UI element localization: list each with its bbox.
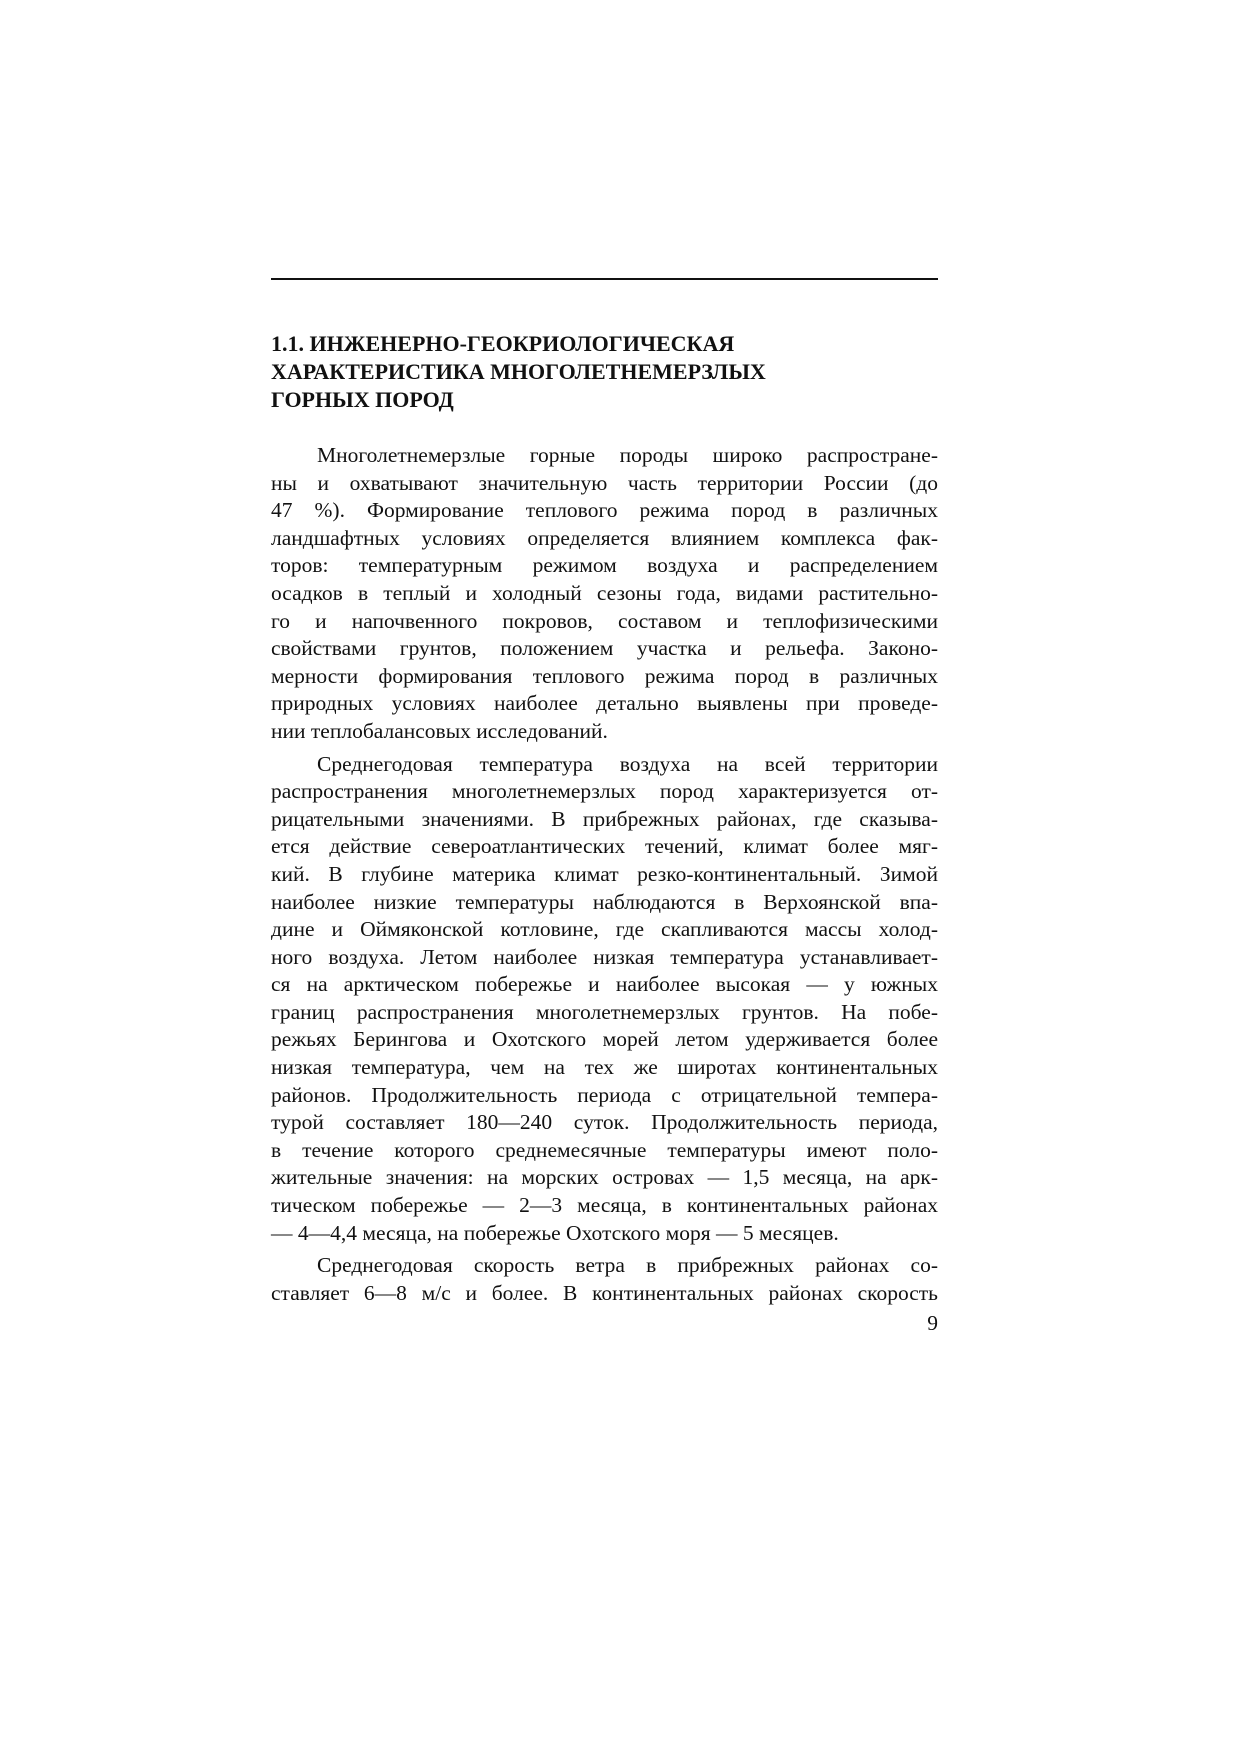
section-heading xyxy=(271,330,938,414)
text-line: режьях Берингова и Охотского морей летом удерживается более xyxy=(271,1027,938,1052)
text-line: ся на арктическом побережье и наиболее высокая — у южных xyxy=(271,972,938,997)
text-line: Среднегодовая температура воздуха на всей территории xyxy=(317,751,938,776)
heading-line: ХАРАКТЕРИСТИКА МНОГОЛЕТНЕМЕРЗЛЫХ xyxy=(271,359,766,384)
text-line: ного воздуха. Летом наиболее низкая температура устанавливает- xyxy=(271,944,938,969)
text-line: ландшафтных условиях определяется влиянием комплекса фак- xyxy=(271,525,938,550)
body-text xyxy=(271,442,938,1307)
text-line: природных условиях наиболее детально выявлены при проведе- xyxy=(271,691,938,716)
text-line: свойствами грунтов, положением участка и рельефа. Законо- xyxy=(271,636,938,661)
text-line: нии теплобалансовых исследований. xyxy=(271,718,608,743)
text-line: низкая температура, чем на тех же широтах континентальных xyxy=(271,1055,938,1080)
text-line: дине и Оймяконской котловине, где скапливаются массы холод- xyxy=(271,917,938,942)
text-line: Среднегодовая скорость ветра в прибрежных районах со- xyxy=(317,1253,938,1278)
paragraph-wind-speed xyxy=(271,1252,938,1307)
text-line: наиболее низкие температуры наблюдаются в Верхоянской впа- xyxy=(271,889,938,914)
text-line: тическом побережье — 2—3 месяца, в континентальных районах xyxy=(271,1193,938,1218)
text-line: районов. Продолжительность периода с отрицательной темпера- xyxy=(271,1082,938,1107)
text-line: распространения многолетнемерзлых пород характеризуется от- xyxy=(271,779,938,804)
text-line: мерности формирования теплового режима пород в различных xyxy=(271,663,938,688)
text-line: рицательными значениями. В прибрежных районах, где сказыва- xyxy=(271,806,938,831)
text-line: — 4—4,4 месяца, на побережье Охотского моря — 5 месяцев. xyxy=(271,1220,839,1245)
text-line: го и напочвенного покровов, составом и теплофизическими xyxy=(271,608,938,633)
text-line: жительные значения: на морских островах — 1,5 месяца, на арк- xyxy=(271,1165,938,1190)
text-line: кий. В глубине материка климат резко-континентальный. Зимой xyxy=(271,861,938,886)
paragraph-permafrost-overview xyxy=(271,442,938,746)
text-line: в течение которого среднемесячные температуры имеют поло- xyxy=(271,1137,938,1162)
text-line: турой составляет 180—240 суток. Продолжительность периода, xyxy=(271,1110,938,1135)
text-line: границ распространения многолетнемерзлых грунтов. На побе- xyxy=(271,999,938,1024)
text-line: торов: температурным режимом воздуха и распределением xyxy=(271,553,938,578)
text-line: ставляет 6—8 м/с и более. В континентальных районах скорость xyxy=(271,1280,938,1305)
header-rule xyxy=(271,278,938,280)
text-line: ется действие североатлантических течений, климат более мяг- xyxy=(271,834,938,859)
heading-line: 1.1. ИНЖЕНЕРНО-ГЕОКРИОЛОГИЧЕСКАЯ xyxy=(271,331,735,356)
paragraph-air-temperature xyxy=(271,751,938,1248)
text-line: осадков в теплый и холодный сезоны года, видами растительно- xyxy=(271,580,938,605)
page-number: 9 xyxy=(927,1311,938,1335)
text-line: ны и охватывают значительную часть территории России (до xyxy=(271,470,938,495)
heading-line: ГОРНЫХ ПОРОД xyxy=(271,387,454,412)
text-line: Многолетнемерзлые горные породы широко распростране- xyxy=(317,443,938,467)
text-line: 47 %). Формирование теплового режима пород в различных xyxy=(271,498,938,523)
